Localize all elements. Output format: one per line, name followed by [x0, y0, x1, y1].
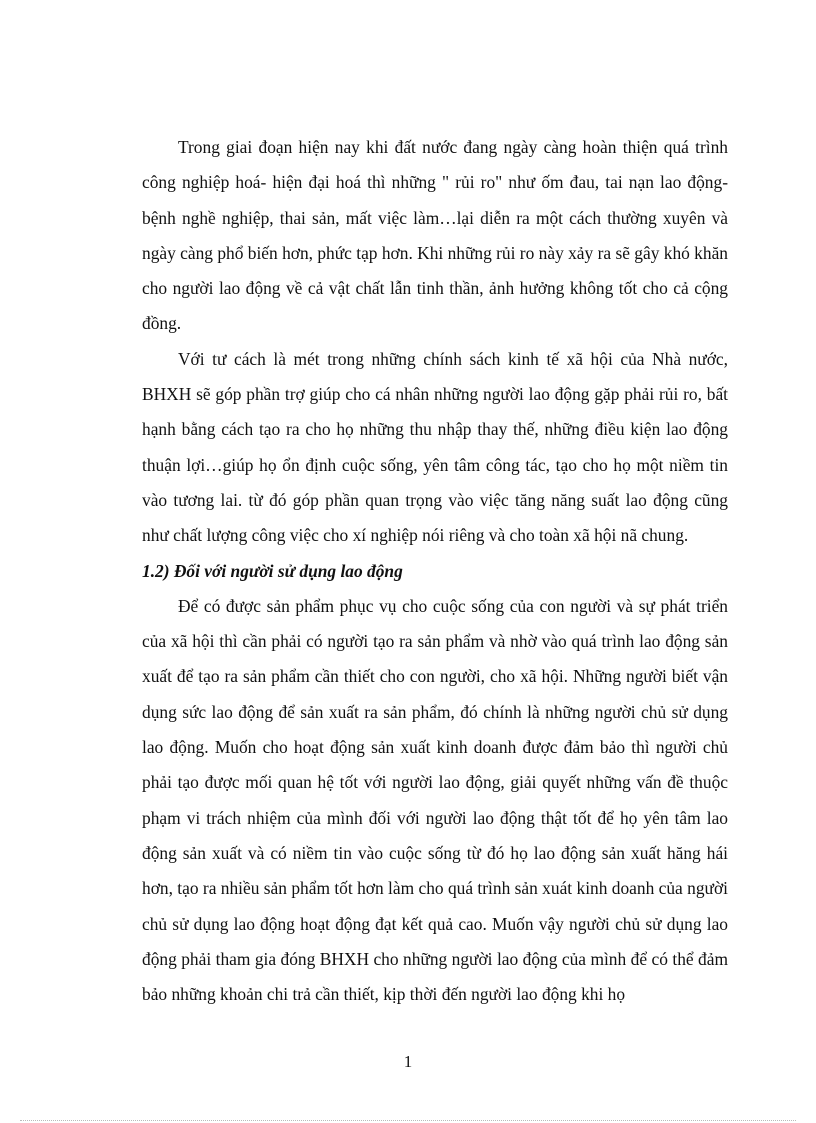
paragraph: Để có được sản phẩm phục vụ cho cuộc sống của con người và sự phát triển của xã hội thì cần phải có người tạo ra sản phẩm và nhờ vào quá trình lao động sản xuất để tạo ra sản phẩm cần thiết cho con người, cho xã hội. Những người biết vận dụng sức lao động để sản xuất ra sản phẩm, đó chính là những người chủ sử dụng lao động. Muốn cho hoạt động sản xuất kinh doanh được đảm bảo thì người chủ phải tạo được mối quan hệ tốt với người lao động, giải quyết những vấn đề thuộc phạm vi trách nhiệm của mình đối với người lao động thật tốt để họ yên tâm lao động sản xuất và có niềm tin vào cuộc sống từ đó họ lao động sản xuất hăng hái hơn, tạo ra nhiều sản phẩm tốt hơn làm cho quá trình sản xuát kinh doanh của người chủ sử dụng lao động hoạt động đạt kết quả cao. Muốn vậy người chủ sử dụng lao động phải tham gia đóng BHXH cho những người lao động của mình để có thể đảm bảo những khoản chi trả cần thiết, kịp thời đến người lao động khi họ	[142, 595, 728, 1005]
page-number: 1	[403, 1052, 413, 1071]
page-bottom-divider	[20, 1120, 796, 1121]
document-body	[142, 130, 728, 1012]
paragraph: Với tư cách là mét trong những chính sách kinh tế xã hội của Nhà nước, BHXH sẽ góp phần trợ giúp cho cá nhân những người lao động gặp phải rủi ro, bất hạnh bằng cách tạo ra cho họ những thu nhập thay thế, những điều kiện lao động thuận lợi…giúp họ ổn định cuộc sống, yên tâm công tác, tạo cho họ một niềm tin vào tương lai. từ đó góp phần quan trọng vào việc tăng năng suất lao động cũng như chất lượng công việc cho xí nghiệp nói riêng và cho toàn xã hội nã chung.	[142, 348, 728, 546]
paragraph: Trong giai đoạn hiện nay khi đất nước đang ngày càng hoàn thiện quá trình công nghiệp hoá- hiện đại hoá thì những " rủi ro" như ốm đau, tai nạn lao động- bệnh nghề nghiệp, thai sản, mất việc làm…lại diễn ra một cách thường xuyên và ngày càng phổ biến hơn, phức tạp hơn. Khi những rủi ro này xảy ra sẽ gây khó khăn cho người lao động về cả vật chất lẫn tinh thần, ảnh hưởng không tốt cho cả cộng đồng.	[142, 137, 728, 334]
section-heading: 1.2) Đối với người sử dụng lao động	[142, 560, 403, 581]
